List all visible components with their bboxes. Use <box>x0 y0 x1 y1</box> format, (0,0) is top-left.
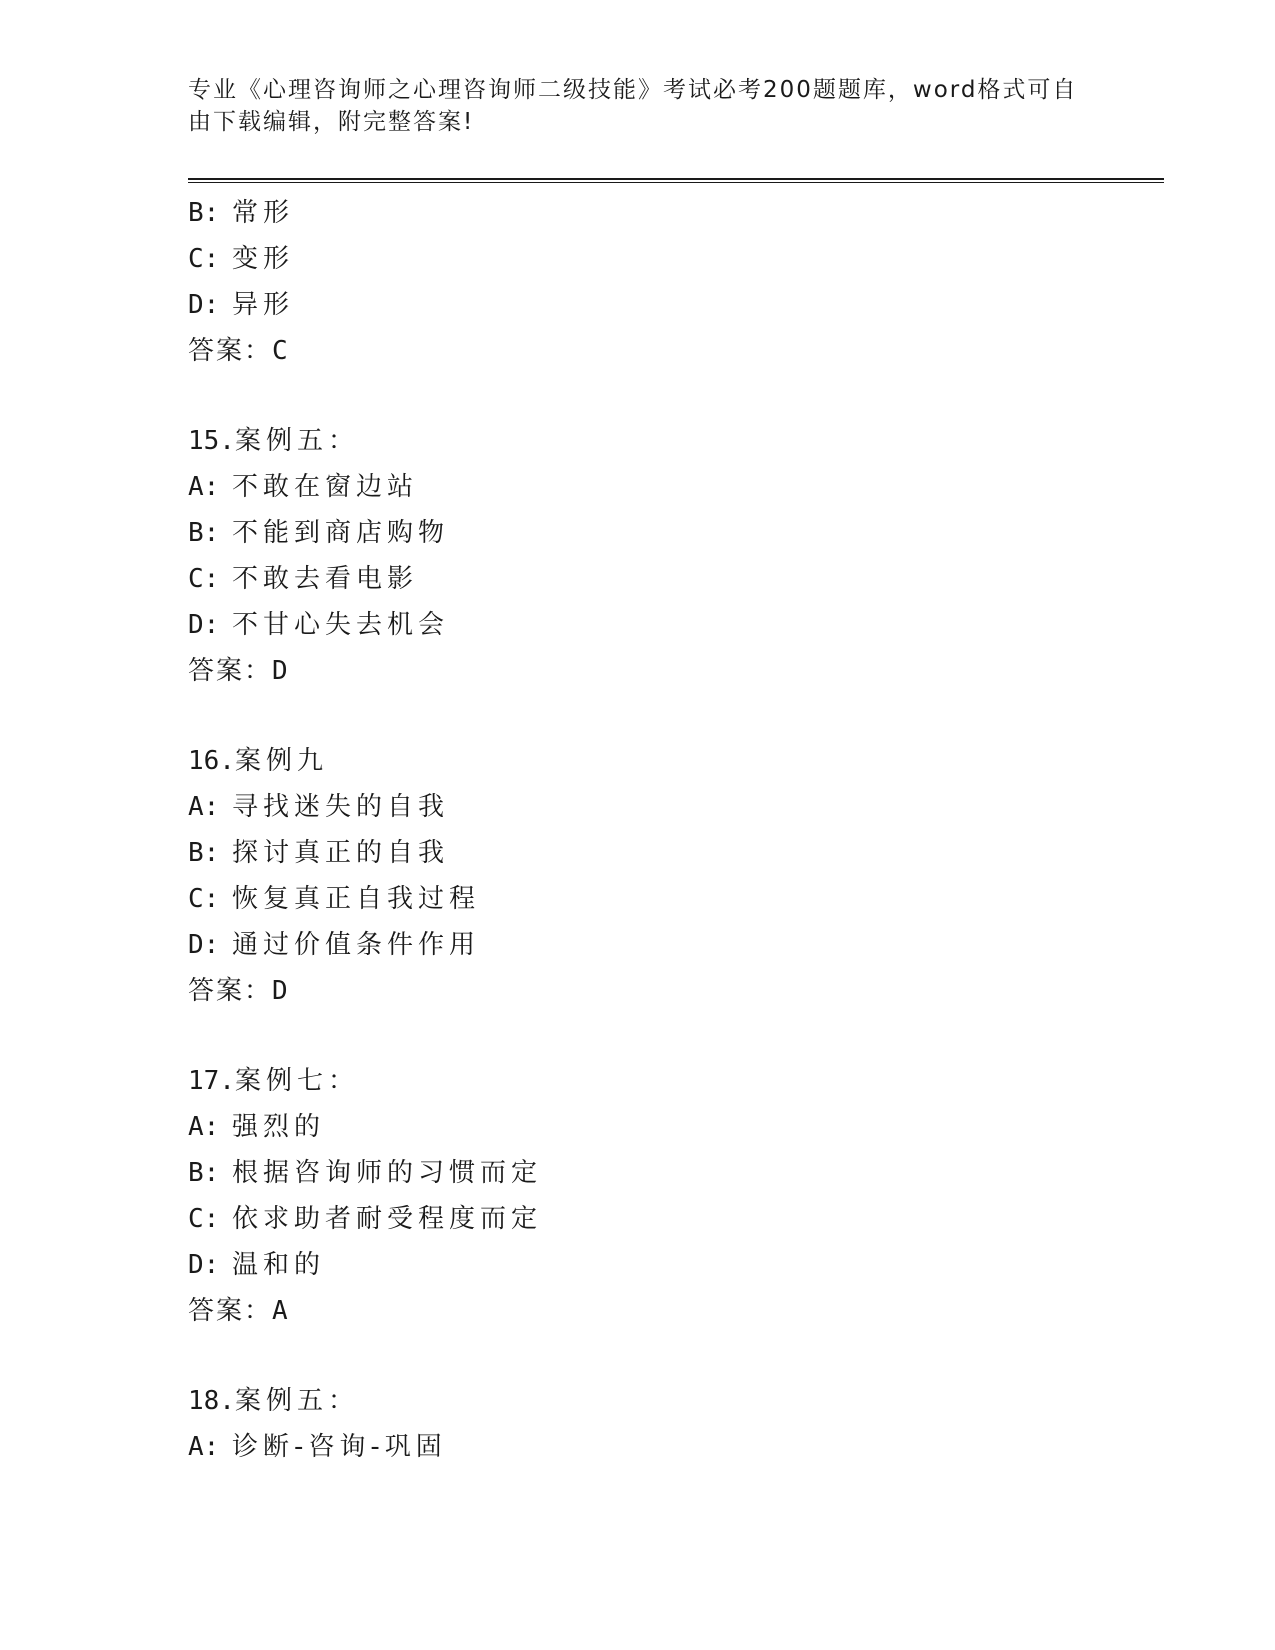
document-header <box>188 74 1088 138</box>
option-d <box>188 922 1148 968</box>
option-a <box>188 1424 1148 1470</box>
question-title <box>188 738 1148 784</box>
option-text: 根据咨询师的习惯而定 <box>232 1158 543 1188</box>
answer-label: 答案： <box>188 1296 273 1326</box>
option-label: D: <box>188 930 220 960</box>
question-text: 案例五： <box>234 426 359 456</box>
answer-value: D <box>272 656 290 686</box>
question-block-15 <box>188 418 1148 694</box>
option-label: C: <box>188 1204 220 1234</box>
option-label: B: <box>188 198 220 228</box>
answer-value: A <box>272 1296 290 1326</box>
header-divider <box>188 178 1164 183</box>
question-title <box>188 1378 1148 1424</box>
question-block-continued <box>188 190 1148 374</box>
question-number: 17. <box>188 1066 235 1096</box>
question-block-16 <box>188 738 1148 1014</box>
answer-value: C <box>272 336 290 366</box>
question-number: 16. <box>188 746 235 776</box>
option-b <box>188 1150 1148 1196</box>
option-label: C: <box>188 244 220 274</box>
option-label: C: <box>188 884 220 914</box>
option-text: 不甘心失去机会 <box>232 610 450 640</box>
option-text: 温和的 <box>232 1250 326 1280</box>
answer-line <box>188 648 1148 694</box>
option-label: D: <box>188 1250 220 1280</box>
option-d <box>188 1242 1148 1288</box>
option-label: D: <box>188 610 220 640</box>
option-d <box>188 602 1148 648</box>
question-title <box>188 418 1148 464</box>
option-label: A: <box>188 792 220 822</box>
option-c <box>188 236 1148 282</box>
option-label: A: <box>188 1112 220 1142</box>
option-a <box>188 1104 1148 1150</box>
option-text: 依求助者耐受程度而定 <box>232 1204 543 1234</box>
option-text: 探讨真正的自我 <box>232 838 450 868</box>
answer-label: 答案： <box>188 976 273 1006</box>
option-text: 不敢在窗边站 <box>232 472 419 502</box>
question-number: 15. <box>188 426 235 456</box>
option-text: 不敢去看电影 <box>232 564 419 594</box>
answer-label: 答案： <box>188 656 273 686</box>
option-text: 异形 <box>232 290 295 320</box>
option-text: 强烈的 <box>232 1112 326 1142</box>
option-label: B: <box>188 1158 220 1188</box>
option-label: A: <box>188 1432 220 1462</box>
option-label: D: <box>188 290 220 320</box>
question-list <box>188 190 1148 1470</box>
question-block-17 <box>188 1058 1148 1334</box>
option-a <box>188 784 1148 830</box>
option-b <box>188 510 1148 556</box>
question-text: 案例七： <box>234 1066 359 1096</box>
option-text: 通过价值条件作用 <box>232 930 481 960</box>
question-text: 案例九 <box>234 746 328 776</box>
question-block-18 <box>188 1378 1148 1470</box>
option-text: 恢复真正自我过程 <box>232 884 481 914</box>
answer-line <box>188 1288 1148 1334</box>
answer-value: D <box>272 976 290 1006</box>
option-b <box>188 830 1148 876</box>
answer-line <box>188 968 1148 1014</box>
option-label: A: <box>188 472 220 502</box>
option-c <box>188 1196 1148 1242</box>
option-text: 不能到商店购物 <box>232 518 450 548</box>
option-text: 诊断-咨询-巩固 <box>232 1432 447 1462</box>
header-line-2: 由下载编辑，附完整答案! <box>188 109 475 135</box>
option-text: 变形 <box>232 244 295 274</box>
question-title <box>188 1058 1148 1104</box>
question-text: 案例五： <box>234 1386 359 1416</box>
option-label: B: <box>188 838 220 868</box>
question-number: 18. <box>188 1386 235 1416</box>
option-b <box>188 190 1148 236</box>
header-line-1: 专业《心理咨询师之心理咨询师二级技能》考试必考200题题库，word格式可自 <box>188 77 1078 103</box>
option-text: 寻找迷失的自我 <box>232 792 450 822</box>
option-label: C: <box>188 564 220 594</box>
option-label: B: <box>188 518 220 548</box>
option-c <box>188 556 1148 602</box>
option-text: 常形 <box>232 198 295 228</box>
option-a <box>188 464 1148 510</box>
answer-line <box>188 328 1148 374</box>
answer-label: 答案： <box>188 336 273 366</box>
option-d <box>188 282 1148 328</box>
option-c <box>188 876 1148 922</box>
